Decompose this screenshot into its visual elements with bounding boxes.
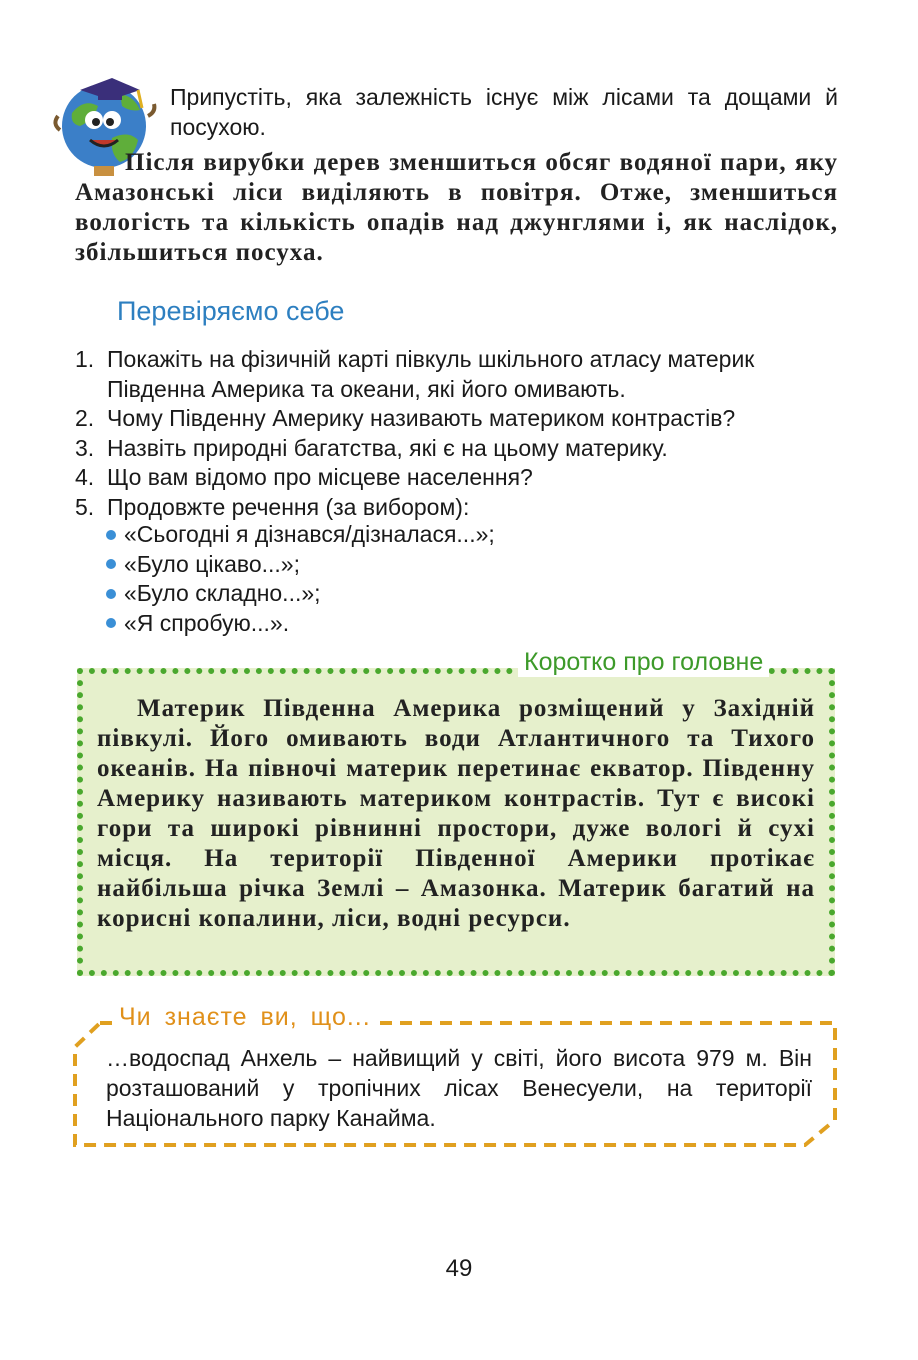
item-number: 4. (75, 464, 95, 490)
summary-text: Материк Південна Америка розміщений у Західній півкулі. Його омивають води Атлантичного та Тихого океанів. На півночі материк перетинає екватор. Південну Америку називають материком контрастів. Тут є високі гори та широкі рівнинні простори, дуже вологі й сухі місця. На території Південної Америки протікає найбільша річка Землі – Амазонка. Материк багатий на корисні копалини, ліси, водні ресурси. (97, 695, 815, 932)
list-item (106, 609, 495, 639)
item-number: 2. (75, 405, 95, 431)
page-number: 49 (445, 1255, 473, 1282)
item-number: 5. (75, 493, 95, 520)
list-item (106, 550, 495, 580)
did-you-know-title: Чи знаєте ви, що... (113, 1003, 377, 1032)
item-text: Що вам відомо про місцеве населення? (107, 464, 533, 490)
list-item (75, 404, 840, 434)
answer-text: Після вирубки дерев зменшиться обсяг водяної пари, яку Амазонські ліси виділяють в повітря. Отже, зменшиться вологість та кількість опадів над джунглями і, як наслідок, збільшиться посуха. (75, 149, 838, 266)
bullet-dot-icon (106, 530, 116, 540)
did-you-know-text: …водоспад Анхель – найвищий у світі, його висота 979 м. Він розташований у тропічних лісах Венесуели, на території Національного парку Канайма. (106, 1045, 812, 1131)
item-text: Чому Південну Америку називають материком контрастів? (107, 405, 736, 431)
list-item (75, 345, 840, 404)
bullet-text: «Я спробую...». (124, 609, 290, 636)
check-question-list (75, 345, 840, 522)
item-number: 3. (75, 434, 95, 461)
list-item (106, 520, 495, 550)
bullet-text: «Було цікаво...»; (124, 550, 300, 577)
bullet-dot-icon (106, 618, 116, 628)
bullet-dot-icon (106, 559, 116, 569)
list-item (75, 434, 840, 464)
check-section-title: Перевіряємо себе (117, 296, 345, 326)
summary-title: Коротко про головне (518, 648, 769, 677)
item-text: Назвіть природні багатства, які є на цьому материку. (107, 434, 668, 461)
item-text: Покажіть на фізичній карті півкуль шкільного атласу материк Південна Америка та океани, які його омивають. (107, 346, 755, 402)
list-item (75, 493, 840, 523)
bullet-text: «Сьогодні я дізнався/дізналася...»; (124, 521, 495, 547)
bullet-dot-icon (106, 589, 116, 599)
list-item (106, 579, 495, 609)
question-text: Припустіть, яка залежність існує між лісами та дощами й посухою. (170, 84, 838, 140)
item-number: 1. (75, 346, 95, 372)
sentence-options-list (106, 520, 495, 638)
bullet-text: «Було складно...»; (124, 580, 321, 606)
item-text: Продовжте речення (за вибором): (107, 493, 470, 520)
list-item (75, 463, 840, 493)
